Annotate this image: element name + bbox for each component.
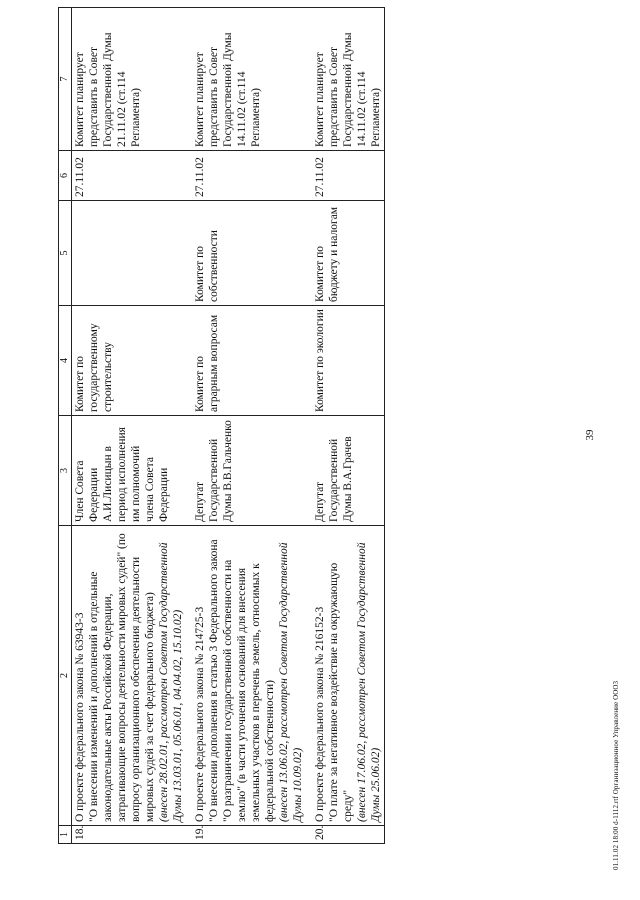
- bill-description: [72, 526, 187, 826]
- committee-co: Комитет по бюджету и налогам: [312, 201, 385, 306]
- row-number: 18.: [72, 826, 187, 844]
- bill-body: "О внесении изменений и дополнений в отдельные законодательные акты Российской Федерации, затрагивающие вопросы деятельности мировых судей" (по вопросу организационного обеспечения деятельности мировых судей за счет федерального бюджета): [88, 533, 156, 822]
- header-cell-7: 7: [59, 8, 72, 151]
- table-row: [72, 8, 187, 844]
- bill-title: О проекте федерального закона № 63943-3: [74, 612, 86, 822]
- row-number: 20.: [312, 826, 385, 844]
- row-number: 19.: [192, 826, 306, 844]
- header-cell-6: 6: [59, 151, 72, 201]
- bill-author: Депутат Государственной Думы В.А.Грачев: [312, 416, 385, 526]
- bill-author: Член Совета Федерации А.И.Лисицын в период исполнения им полномочий члена Совета Федерации: [72, 416, 187, 526]
- document-footer: 01.11.02 18:00 d-1112.rtf Организационное Управление ООО3: [612, 680, 620, 870]
- review-date: 27.11.02: [312, 151, 385, 201]
- header-cell-4: 4: [59, 306, 72, 416]
- page-number: 39: [584, 429, 596, 441]
- plan-note: Комитет планирует представить в Совет Государственной Думы 21.11.02 (ст.114 Регламента): [72, 8, 187, 151]
- table-row: [312, 8, 385, 844]
- header-cell-1: 1: [59, 826, 72, 844]
- plan-note: Комитет планирует представить в Совет Государственной Думы 14.11.02 (ст.114 Регламента): [312, 8, 385, 151]
- bill-description: [312, 526, 385, 826]
- committee-main: Комитет по государственному строительству: [72, 306, 187, 416]
- bill-note: (внесен 13.06.02, рассмотрен Советом Государственной Думы 10.09.02): [278, 542, 304, 822]
- plan-note: Комитет планирует представить в Совет Государственной Думы 14.11.02 (ст.114 Регламента): [192, 8, 306, 151]
- committee-co: [72, 201, 187, 306]
- table-row: [192, 8, 306, 844]
- bill-title: О проекте федерального закона № 216152-3: [314, 606, 326, 822]
- header-cell-3: 3: [59, 416, 72, 526]
- review-date: 27.11.02: [192, 151, 306, 201]
- header-row: [59, 8, 72, 844]
- committee-main: Комитет по аграрным вопросам: [192, 306, 306, 416]
- review-date: 27.11.02: [72, 151, 187, 201]
- bill-title: О проекте федерального закона № 214725-3: [194, 606, 206, 822]
- header-cell-5: 5: [59, 201, 72, 306]
- agenda-table: [58, 7, 385, 844]
- bill-note: (внесен 28.02.01, рассмотрен Советом Государственной Думы 13.03.01, 05.06.01, 04.04.02, 15.10.02): [158, 542, 184, 822]
- bill-note: (внесен 17.06.02, рассмотрен Советом Государственной Думы 25.06.02): [356, 542, 382, 822]
- bill-author: Депутат Государственной Думы В.В.Гальченко: [192, 416, 306, 526]
- committee-main: Комитет по экологии: [312, 306, 385, 416]
- header-cell-2: 2: [59, 526, 72, 826]
- committee-co: Комитет по собственности: [192, 201, 306, 306]
- bill-body: "О внесении дополнения в статью 3 Федерального закона "О разграничении государственной собственности на землю" (в части уточнения оснований для внесения земельных участков в перечень земель, относимых к федеральной собственности): [208, 539, 276, 822]
- bill-body: "О плате за негативное воздействие на окружающую среду": [328, 562, 354, 822]
- bill-description: [192, 526, 306, 826]
